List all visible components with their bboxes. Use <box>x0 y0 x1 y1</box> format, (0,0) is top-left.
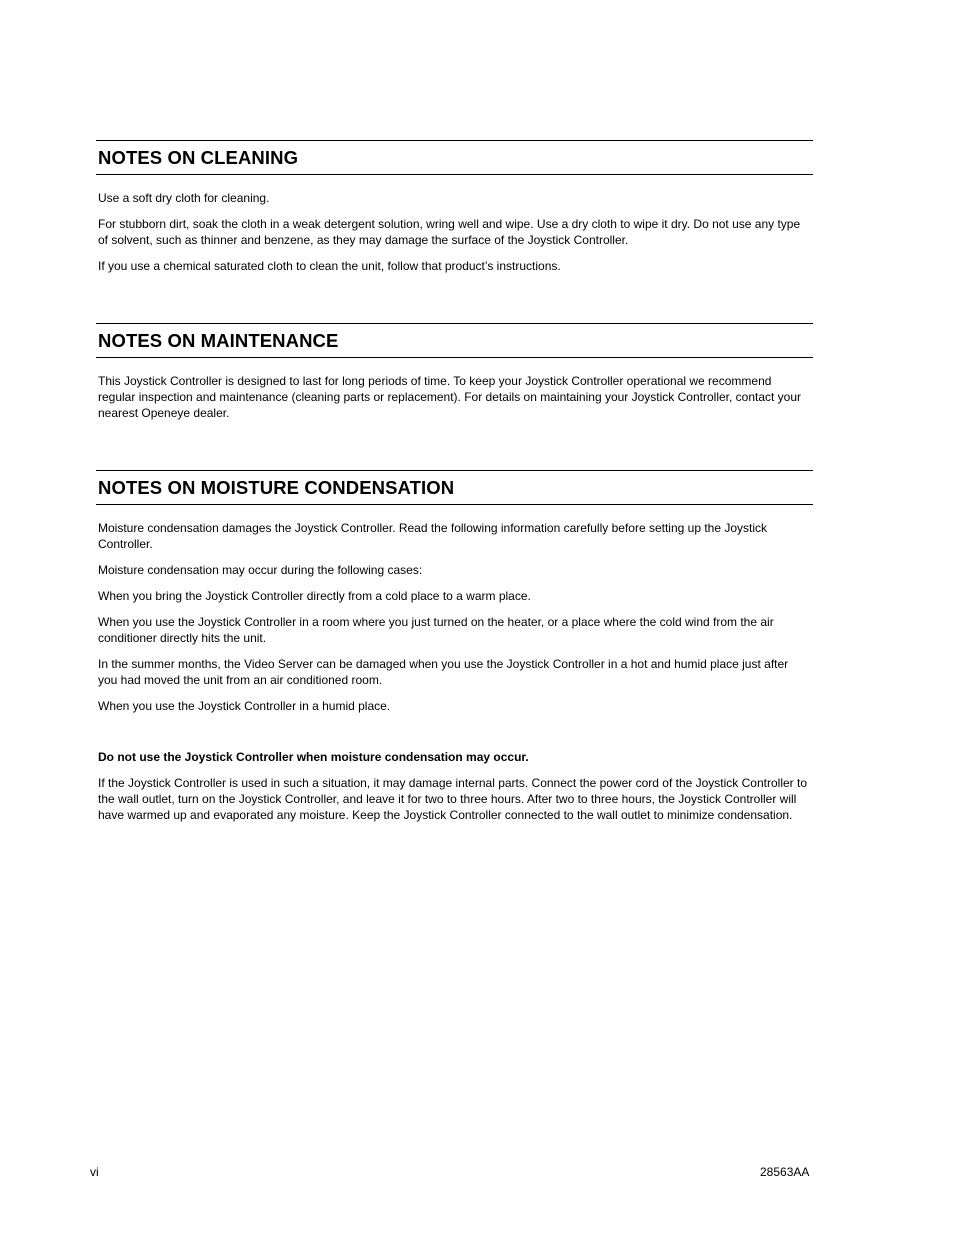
paragraph: When you use the Joystick Controller in a room where you just turned on the heater, or a place where the cold wind from the air conditioner directly hits the unit. <box>98 615 774 645</box>
paragraph: When you bring the Joystick Controller directly from a cold place to a warm place. <box>98 589 531 603</box>
paragraph: Use a soft dry cloth for cleaning. <box>98 191 270 205</box>
heading-moisture-condensation: NOTES ON MOISTURE CONDENSATION <box>98 476 455 498</box>
section-heading <box>96 470 813 505</box>
section-cleaning <box>96 140 813 274</box>
section-heading <box>96 323 813 358</box>
section-maintenance <box>96 323 813 421</box>
section-moisture-condensation <box>96 470 813 823</box>
paragraph: For stubborn dirt, soak the cloth in a weak detergent solution, wring well and wipe. Use a dry cloth to wipe it dry. Do not use any type of solvent, such as thinner and benzene, as they may damage the surface of the Joystick Controller. <box>98 217 801 247</box>
paragraph: If you use a chemical saturated cloth to clean the unit, follow that product’s instructions. <box>98 259 561 273</box>
paragraph: In the summer months, the Video Server can be damaged when you use the Joystick Controller in a hot and humid place just after you had moved the unit from an air conditioned room. <box>98 657 789 687</box>
page-number: vi <box>90 1165 99 1179</box>
paragraph: If the Joystick Controller is used in such a situation, it may damage internal parts. Connect the power cord of the Joystick Controller to the wall outlet, turn on the Joystick Controller, and leave it for two to three hours. After two to three hours, the Joystick Controller will have warmed up and evaporated any moisture. Keep the Joystick Controller connected to the wall outlet to minimize condensation. <box>98 776 808 822</box>
section-heading <box>96 140 813 175</box>
paragraph: Moisture condensation may occur during the following cases: <box>98 563 423 577</box>
paragraph: When you use the Joystick Controller in a humid place. <box>98 699 391 713</box>
heading-cleaning: NOTES ON CLEANING <box>98 146 299 168</box>
warning-paragraph: Do not use the Joystick Controller when moisture condensation may occur. <box>98 750 529 764</box>
paragraph: This Joystick Controller is designed to last for long periods of time. To keep your Joystick Controller operational we recommend regular inspection and maintenance (cleaning parts or replacement). For details on maintaining your Joystick Controller, contact your nearest Openeye dealer. <box>98 374 802 420</box>
heading-maintenance: NOTES ON MAINTENANCE <box>98 329 339 351</box>
paragraph: Moisture condensation damages the Joystick Controller. Read the following information carefully before setting up the Joystick Controller. <box>98 521 768 551</box>
document-number: 28563AA <box>760 1165 810 1179</box>
